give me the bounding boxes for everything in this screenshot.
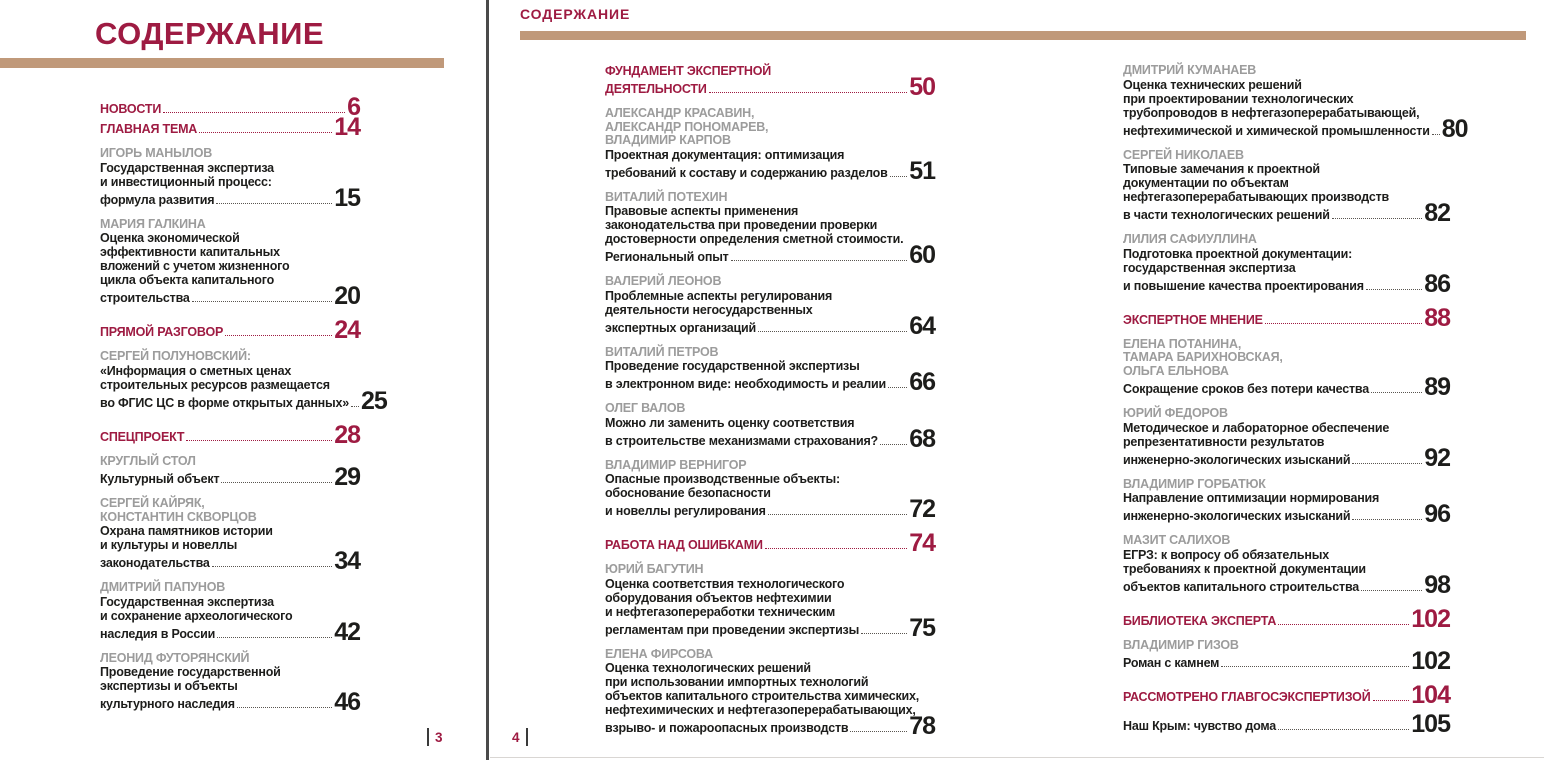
toc-article-entry [100,650,360,716]
entry-title-line: требованиях к проектной документации [1123,561,1366,576]
entry-author: МАРИЯ ГАЛКИНА [100,216,206,231]
entry-title-line: эффективности капитальных [100,245,280,259]
entry-title-line: наследия в России [100,626,216,641]
entry-title-line: при проектировании технологических [1123,91,1354,106]
entry-page-number: 88 [1424,303,1450,332]
toc-section-entry [100,93,360,121]
entry-title-line: и культуры и новеллы [100,538,238,552]
entry-page-number: 6 [347,93,360,121]
entry-title-line: регламентам при проведении экспертизы [605,622,860,637]
dot-leader [1373,700,1410,701]
dot-leader [186,440,332,441]
entry-title-line: Культурный объект [100,472,220,486]
toc-article-entry [605,401,935,453]
dot-leader [890,176,908,177]
dot-leader [199,132,332,133]
toc-article-entry [1123,533,1450,599]
entry-title-line: нефтехимической и химической промышленности [1123,123,1430,138]
entry-title-line: Государственная экспертиза [100,160,274,175]
entry-author: ЕЛЕНА ПОТАНИНА, [1123,336,1242,351]
footer-tick [526,728,528,746]
entry-title-line: требований к составу и содержанию разделов [605,165,888,180]
entry-last-line [605,311,935,340]
toc-section-entry [1123,604,1450,633]
dot-leader [1352,519,1422,520]
entry-title-line: в электронном виде: необходимость и реалии [605,377,886,391]
toc-section-entry [1123,681,1450,709]
dot-leader [216,203,332,204]
entry-last-line [1123,570,1450,599]
toc-article-entry [1123,336,1450,401]
entry-author: ЛЕОНИД ФУТОРЯНСКИЙ [100,650,250,665]
entry-author: ОЛЬГА ЕЛЬНОВА [1123,363,1229,378]
entry-title-line: оборудования объектов нефтехимии [605,590,832,605]
entry-page-number: 80 [1441,114,1468,143]
entry-title-line: законодательства [100,556,210,570]
entry-title-line: в части технологических решений [1123,208,1330,222]
entry-last-line [605,613,935,642]
entry-title-line: ДЕЯТЕЛЬНОСТИ [605,82,707,96]
dot-leader [861,633,907,634]
entry-last-line [100,183,360,212]
footer-page-number: 3 [435,729,443,745]
entry-page-number: 102 [1411,604,1450,633]
entry-last-line [605,712,935,740]
toc-article-entry [1123,637,1450,675]
entry-title-line: экспертизы и объекты [100,679,238,693]
entry-title-line: Методическое и лабораторное обеспечение [1123,420,1390,435]
toc-article-entry [605,457,935,523]
entry-title-line: ФУНДАМЕНТ ЭКСПЕРТНОЙ [605,64,772,78]
entry-title-line: НОВОСТИ [100,102,162,116]
dot-leader [212,566,333,567]
entry-title-line: законодательства при проведении проверки [605,218,878,232]
toc-article-entry [605,646,935,740]
entry-title-line: инженерно-экологических изысканий [1123,452,1351,467]
entry-last-line [1123,710,1450,738]
entry-title-line: Проблемные аспекты регулирования [605,288,833,303]
entry-title-line: инженерно-экологических изысканий [1123,509,1351,523]
dot-leader [709,92,908,93]
toc-article-entry [100,580,360,646]
dot-leader [1366,289,1422,290]
entry-last-line [1123,443,1450,472]
entry-author: ВИТАЛИЙ ПОТЕХИН [605,189,728,204]
entry-page-number: 82 [1424,199,1450,227]
entry-title-line: Можно ли заменить оценку соответствия [605,415,855,430]
entry-last-line [100,463,360,491]
entry-title-line: Охрана памятников истории [100,524,273,538]
entry-title-line: нефтегазоперерабатывающих производств [1123,190,1389,204]
footer-page-number: 4 [512,729,520,745]
entry-last-line [605,368,935,396]
footer-tick [427,728,429,746]
dot-leader [237,707,332,708]
entry-title-line: деятельности негосударственных [605,302,813,317]
dot-leader [1221,666,1409,667]
entry-last-line [1123,604,1450,633]
dot-leader [1278,729,1409,730]
toc-section-entry [605,529,935,557]
entry-title-line: Оценка технологических решений [605,661,811,675]
entry-last-line [1123,114,1468,143]
entry-page-number: 46 [334,688,360,716]
dot-leader [1332,218,1423,219]
entry-author: ИГОРЬ МАНЫЛОВ [100,146,213,160]
entry-last-line [1123,500,1450,528]
entry-page-number: 25 [361,386,387,415]
entry-last-line [1123,269,1450,298]
entry-title-line: объектов капитального строительства [1123,579,1360,594]
entry-title-line: цикла объекта капитального [100,273,275,287]
entry-author: СЕРГЕЙ КАЙРЯК, [100,496,205,510]
entry-last-line [605,73,935,101]
entry-author: ДМИТРИЙ КУМАНАЕВ [1123,63,1257,77]
toc-article-entry [605,189,935,269]
entry-author: АЛЕКСАНДР КРАСАВИН, [605,106,755,120]
entry-title-line: в строительстве механизмами страхования? [605,433,878,448]
entry-last-line [605,424,935,453]
entry-title-line: строительства [100,291,190,305]
entry-author: ВАЛЕРИЙ ЛЕОНОВ [605,274,722,288]
toc-column-left [100,93,387,716]
entry-page-number: 24 [334,316,360,344]
toc-article-entry [1123,63,1468,143]
entry-last-line [100,386,387,415]
entry-author: МАЗИТ САЛИХОВ [1123,533,1231,547]
entry-last-line [605,156,935,185]
entry-page-number: 42 [334,617,360,646]
entry-title-line: и повышение качества проектирования [1123,278,1364,293]
entry-title-line: ПРЯМОЙ РАЗГОВОР [100,325,224,339]
entry-page-number: 89 [1424,373,1450,401]
entry-title-line: государственная экспертиза [1123,260,1296,275]
entry-title-line: Проведение государственной [100,665,281,679]
entry-page-number: 98 [1424,570,1450,599]
entry-page-number: 104 [1411,681,1450,709]
entry-title-line: Региональный опыт [605,250,729,264]
entry-author: ОЛЕГ ВАЛОВ [605,401,686,415]
entry-title-line: взрыво- и пожароопасных производств [605,721,849,735]
entry-page-number: 14 [334,113,360,141]
entry-title-line: и нефтегазопереработки техническим [605,604,836,619]
entry-title-line: при использовании импортных технологий [605,675,869,689]
toc-title-left: СОДЕРЖАНИЕ [95,16,325,51]
page-bottom-edge-line [490,757,1544,758]
entry-last-line [100,282,360,310]
page-footer-left [427,728,443,746]
entry-last-line [1123,199,1450,227]
entry-last-line [605,495,935,523]
entry-page-number: 74 [909,529,935,557]
entry-title-line: достоверности определения сметной стоимости. [605,232,904,246]
entry-title-line: Оценка экономической [100,231,240,245]
toc-article-entry [100,496,360,575]
toc-rule-left [0,58,444,68]
entry-title-line: обоснование безопасности [605,486,771,500]
entry-title-line: формула развития [100,192,215,207]
toc-article-entry [1123,406,1450,472]
dot-leader [163,112,345,113]
page-footer-right [512,728,528,746]
dot-leader [731,260,908,261]
entry-last-line [100,547,360,575]
entry-title-line: экспертных организаций [605,320,757,335]
entry-page-number: 68 [909,424,935,453]
entry-title-line: РАБОТА НАД ОШИБКАМИ [605,538,763,552]
dot-leader [1371,392,1422,393]
entry-last-line [1123,303,1450,332]
toc-article-entry [605,106,935,185]
toc-article-entry [100,146,360,212]
entry-page-number: 20 [334,282,360,310]
entry-page-number: 78 [909,712,935,740]
entry-title-line: нефтехимических и нефтегазоперерабатывающих, [605,703,916,717]
entry-title-line: и новеллы регулирования [605,504,766,518]
entry-title-line: во ФГИС ЦС в форме открытых данных» [100,395,350,410]
toc-article-entry [100,349,387,415]
entry-title-line: БИБЛИОТЕКА ЭКСПЕРТА [1123,613,1277,628]
dot-leader [850,731,907,732]
entry-title-line: культурного наследия [100,697,235,711]
dot-leader [888,387,907,388]
dot-leader [225,335,332,336]
entry-page-number: 51 [909,156,935,185]
entry-page-number: 29 [334,463,360,491]
entry-title-line: объектов капитального строительства химических, [605,689,920,703]
entry-author: ВИТАЛИЙ ПЕТРОВ [605,344,719,359]
entry-title-line: ГЛАВНАЯ ТЕМА [100,122,198,136]
toc-section-entry [1123,303,1450,332]
entry-title-line: Направление оптимизации нормирования [1123,491,1380,505]
entry-title-line: Типовые замечания к проектной [1123,162,1320,176]
entry-page-number: 105 [1411,710,1450,738]
toc-column-right [1123,63,1468,738]
entry-title-line: Опасные производственные объекты: [605,472,840,486]
entry-author: ЕЛЕНА ФИРСОВА [605,646,713,661]
entry-page-number: 60 [909,241,935,269]
dot-leader [758,331,907,332]
dot-leader [765,548,907,549]
entry-title-line: ЭКСПЕРТНОЕ МНЕНИЕ [1123,312,1263,327]
toc-article-entry [100,453,360,491]
entry-author: ВЛАДИМИР ГИЗОВ [1123,637,1239,652]
toc-article-entry [1123,147,1450,227]
entry-title-line: и сохранение археологического [100,608,293,623]
entry-page-number: 50 [909,73,935,101]
entry-last-line [100,617,360,646]
entry-title-line: Роман с камнем [1123,656,1220,670]
entry-title-line: Проведение государственной экспертизы [605,359,860,373]
entry-last-line [100,316,360,344]
entry-last-line [100,113,360,141]
entry-title-line: Проектная документация: оптимизация [605,147,845,162]
entry-last-line [100,93,360,121]
entry-author: ЛИЛИЯ САФИУЛЛИНА [1123,232,1257,246]
toc-article-entry [605,344,935,396]
entry-page-number: 66 [909,368,935,396]
dot-leader [217,637,332,638]
entry-title-line: строительных ресурсов размещается [100,377,330,392]
entry-page-number: 28 [334,420,360,449]
dot-leader [221,482,332,483]
dot-leader [768,514,907,515]
entry-title-line: документации по объектам [1123,176,1289,190]
entry-author: ЮРИЙ БАГУТИН [605,562,704,576]
toc-title-right: СОДЕРЖАНИЕ [520,6,631,22]
entry-title-line: Сокращение сроков без потери качества [1123,382,1369,396]
entry-title-line: РАССМОТРЕНО ГЛАВГОСЭКСПЕРТИЗОЙ [1123,690,1371,704]
entry-author: КОНСТАНТИН СКВОРЦОВ [100,509,257,524]
entry-title-line: Государственная экспертиза [100,594,274,609]
page-gutter-line [486,0,489,760]
entry-page-number: 86 [1424,269,1450,298]
entry-title-line: Оценка технических решений [1123,77,1302,92]
entry-author: СЕРГЕЙ НИКОЛАЕВ [1123,147,1244,162]
entry-title-line: Правовые аспекты применения [605,204,799,218]
entry-page-number: 34 [334,547,360,575]
entry-author: ДМИТРИЙ ПАПУНОВ [100,580,226,594]
dot-leader [880,444,907,445]
toc-section-entry [605,64,935,101]
entry-title-line: трубопроводов в нефтегазоперерабатывающей, [1123,105,1420,120]
toc-section-entry [100,316,360,344]
entry-page-number: 102 [1411,647,1450,675]
entry-author: ЮРИЙ ФЕДОРОВ [1123,406,1228,420]
entry-author: ВЛАДИМИР КАРПОВ [605,133,731,147]
toc-article-entry [605,274,935,340]
entry-title-line: Подготовка проектной документации: [1123,246,1353,261]
toc-article-entry [1123,232,1450,298]
toc-article-entry [1123,710,1450,738]
entry-last-line [100,688,360,716]
toc-rule-right [520,31,1526,40]
entry-last-line [1123,647,1450,675]
entry-last-line [605,529,935,557]
toc-section-entry [100,113,360,141]
entry-page-number: 72 [909,495,935,523]
entry-title-line: ЕГРЗ: к вопросу об обязательных [1123,547,1329,562]
entry-title-line: Оценка соответствия технологического [605,576,845,591]
entry-page-number: 92 [1424,443,1450,472]
entry-title-line: СПЕЦПРОЕКТ [100,429,185,444]
entry-page-number: 75 [909,613,935,642]
dot-leader [192,301,333,302]
dot-leader [1361,590,1422,591]
entry-last-line [100,420,360,449]
dot-leader [1278,624,1409,625]
toc-section-entry [100,420,360,449]
entry-page-number: 15 [334,183,360,212]
toc-article-entry [605,562,935,642]
entry-title-line: Наш Крым: чувство дома [1123,719,1277,733]
entry-author: СЕРГЕЙ ПОЛУНОВСКИЙ: [100,349,251,363]
entry-author: КРУГЛЫЙ СТОЛ [100,453,196,468]
entry-author: ВЛАДИМИР ВЕРНИГОР [605,457,747,472]
entry-title-line: репрезентативности результатов [1123,434,1325,449]
entry-author: АЛЕКСАНДР ПОНОМАРЕВ, [605,119,769,134]
toc-article-entry [100,216,360,310]
entry-author: ТАМАРА БАРИХНОВСКАЯ, [1123,350,1283,364]
toc-column-middle [605,64,935,740]
dot-leader [1265,323,1422,324]
dot-leader [1432,134,1440,135]
dot-leader [351,406,359,407]
entry-title-line: и инвестиционный процесс: [100,174,272,189]
entry-page-number: 64 [909,311,935,340]
toc-article-entry [1123,476,1450,528]
entry-last-line [1123,681,1450,709]
entry-last-line [605,241,935,269]
dot-leader [1352,463,1422,464]
entry-title-line: «Информация о сметных ценах [100,363,292,378]
entry-author: ВЛАДИМИР ГОРБАТЮК [1123,476,1266,491]
entry-title-line: вложений с учетом жизненного [100,259,290,273]
entry-page-number: 96 [1424,500,1450,528]
entry-last-line [1123,373,1450,401]
